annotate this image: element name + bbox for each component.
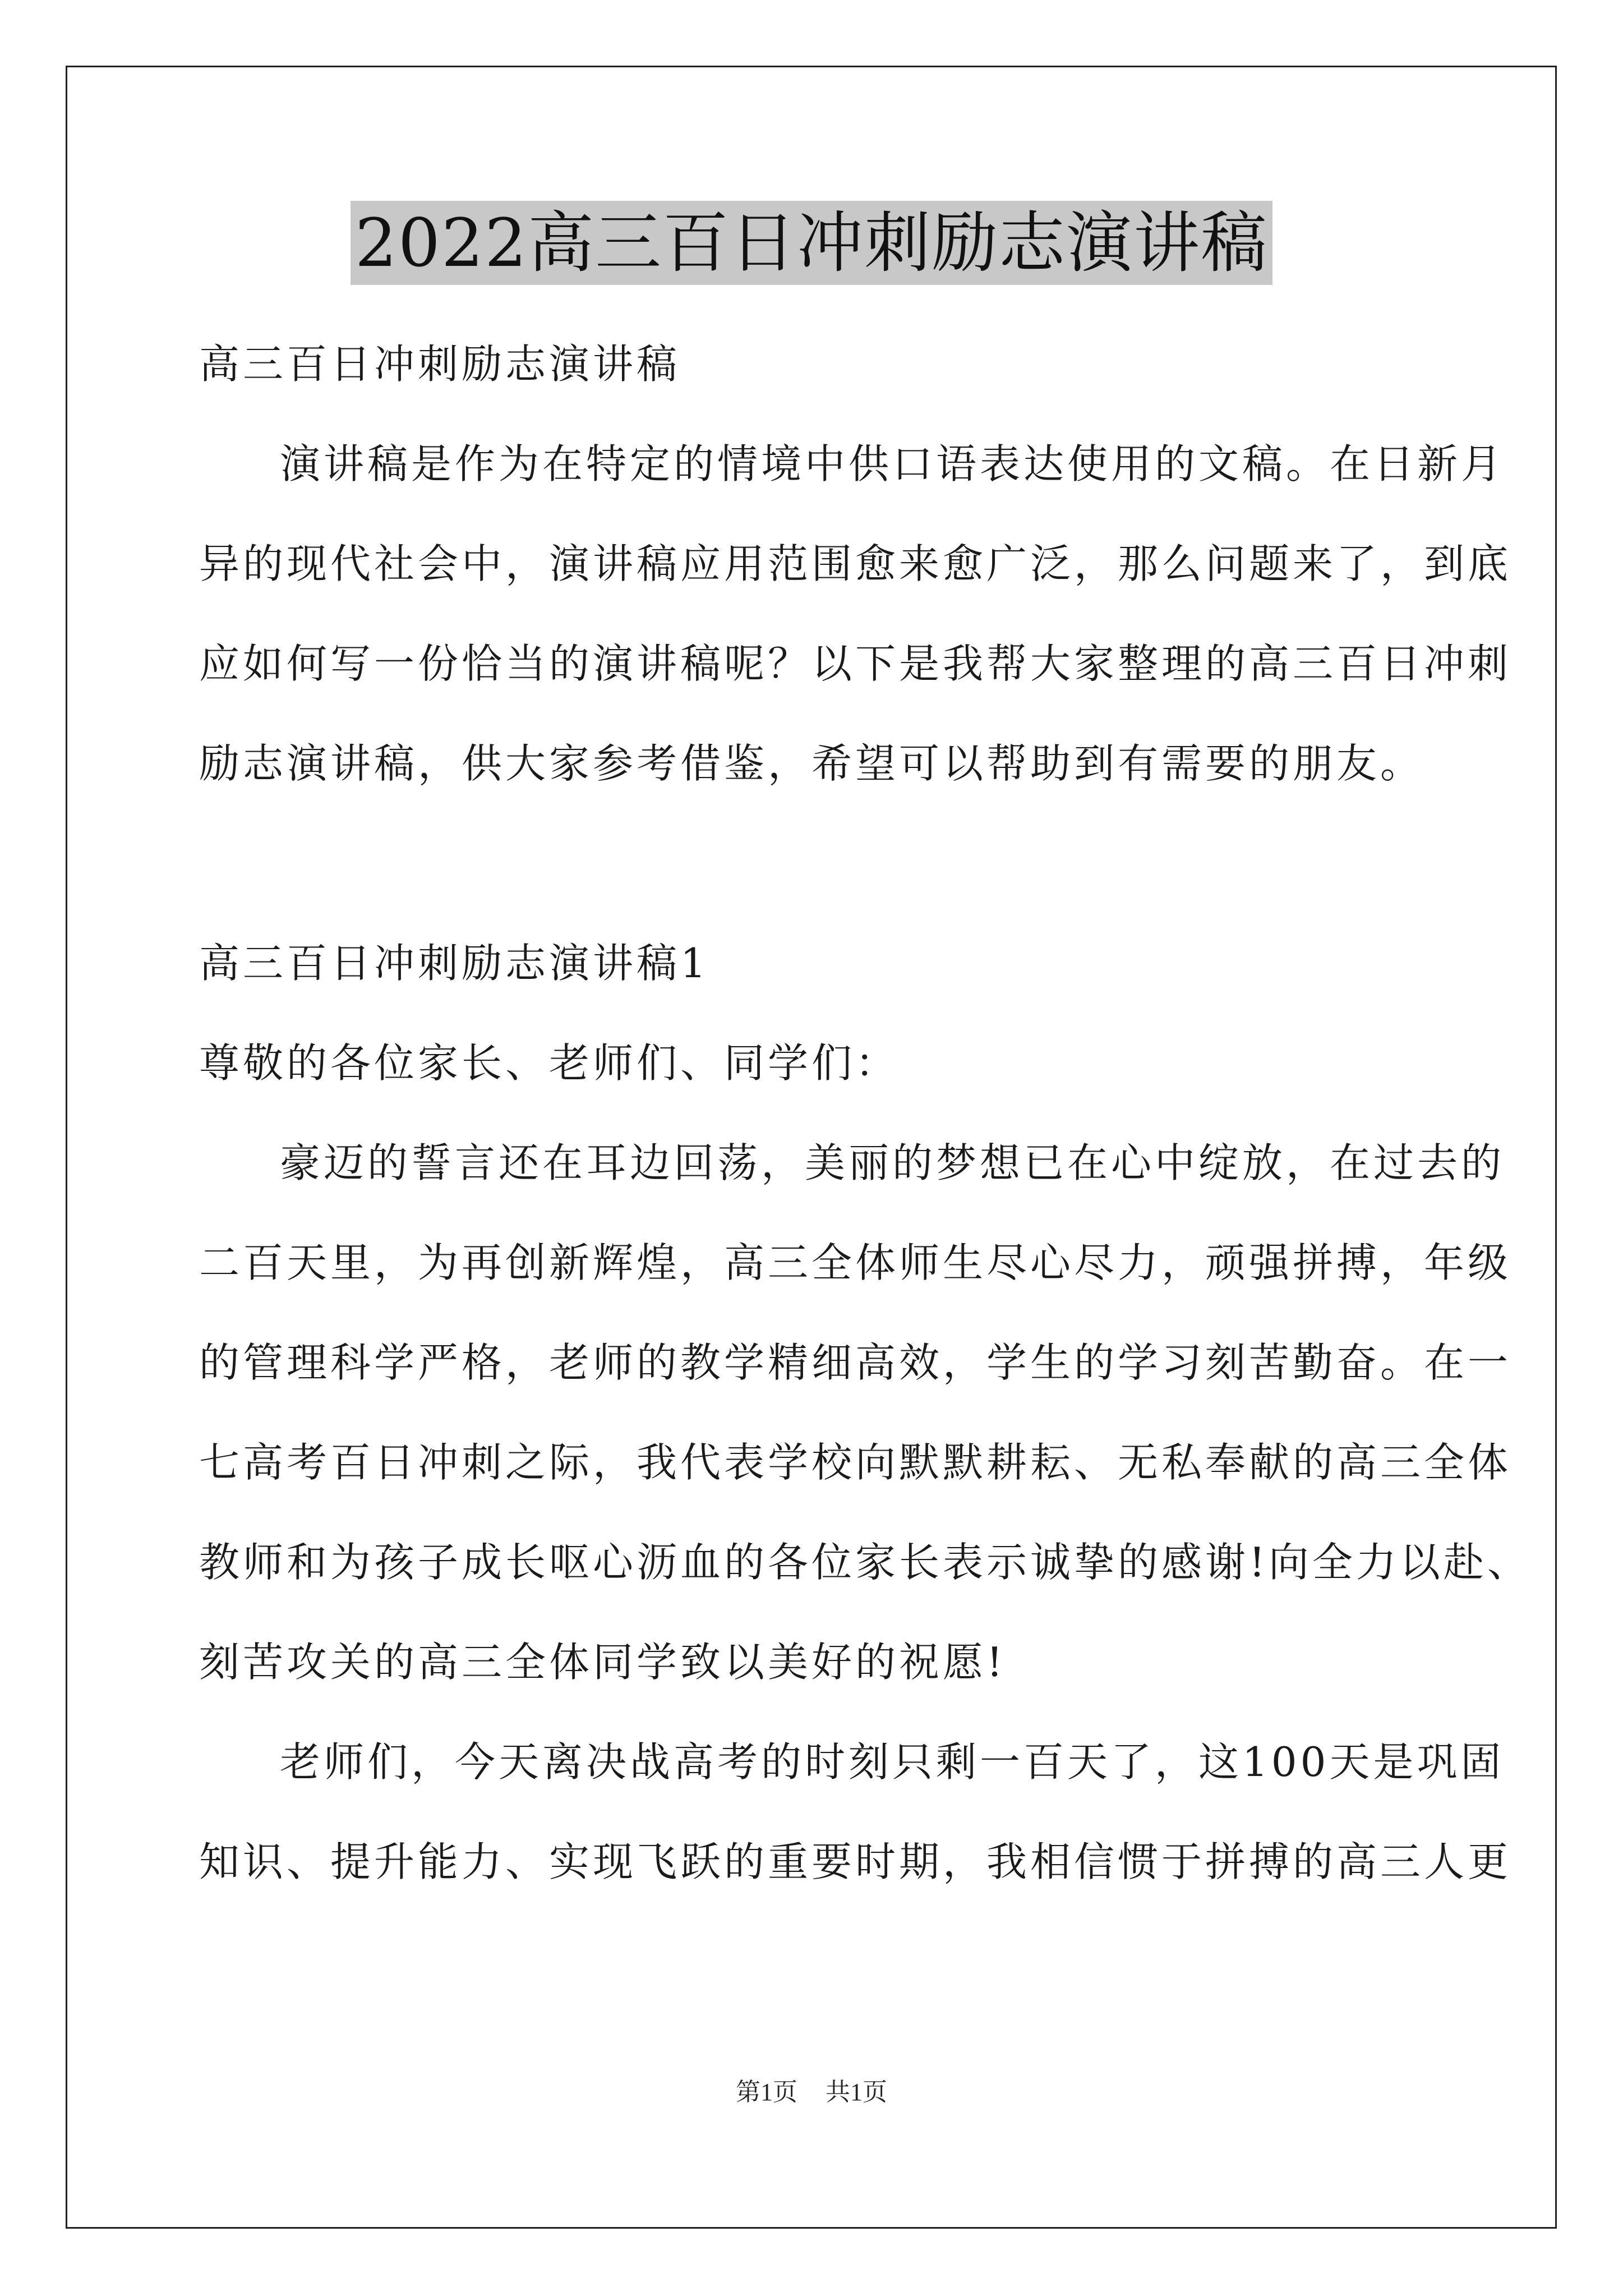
subtitle: 高三百日冲刺励志演讲稿: [199, 341, 681, 388]
intro-line: 异的现代社会中，演讲稿应用范围愈来愈广泛，那么问题来了，到底: [199, 540, 1512, 587]
page-number: 第1页: [736, 2078, 797, 2106]
paragraph-line: 老师们，今天离决战高考的时刻只剩一百天了，这100天是巩固: [280, 1738, 1505, 1786]
paragraph-line: 教师和为孩子成长呕心沥血的各位家长表示诚挚的感谢!向全力以赴、: [199, 1539, 1531, 1586]
paragraph-line: 知识、提升能力、实现飞跃的重要时期，我相信惯于拼搏的高三人更: [199, 1838, 1512, 1885]
intro-line: 演讲稿是作为在特定的情境中供口语表达使用的文稿。在日新月: [280, 440, 1505, 487]
document-title: 2022高三百日冲刺励志演讲稿: [351, 201, 1272, 285]
paragraph-line: 七高考百日冲刺之际，我代表学校向默默耕耘、无私奉献的高三全体: [199, 1439, 1512, 1486]
document-body: [199, 314, 1531, 1912]
page-total: 共1页: [826, 2078, 887, 2106]
paragraph-line: 的管理科学严格，老师的教学精细高效，学生的学习刻苦勤奋。在一: [199, 1339, 1512, 1386]
section-heading: 高三百日冲刺励志演讲稿1: [199, 940, 709, 987]
page-footer: [0, 2076, 1623, 2109]
paragraph-line: 刻苦攻关的高三全体同学致以美好的祝愿!: [199, 1639, 1006, 1686]
intro-line: 应如何写一份恰当的演讲稿呢？以下是我帮大家整理的高三百日冲刺: [199, 640, 1512, 687]
title-container: [0, 201, 1623, 285]
paragraph-line: 豪迈的誓言还在耳边回荡，美丽的梦想已在心中绽放，在过去的: [280, 1139, 1505, 1186]
intro-line: 励志演讲稿，供大家参考借鉴，希望可以帮助到有需要的朋友。: [199, 740, 1424, 787]
salutation: 尊敬的各位家长、老师们、同学们：: [199, 1039, 900, 1087]
paragraph-line: 二百天里，为再创新辉煌，高三全体师生尽心尽力，顽强拼搏，年级: [199, 1239, 1512, 1286]
paragraph-gap: [199, 813, 1472, 913]
